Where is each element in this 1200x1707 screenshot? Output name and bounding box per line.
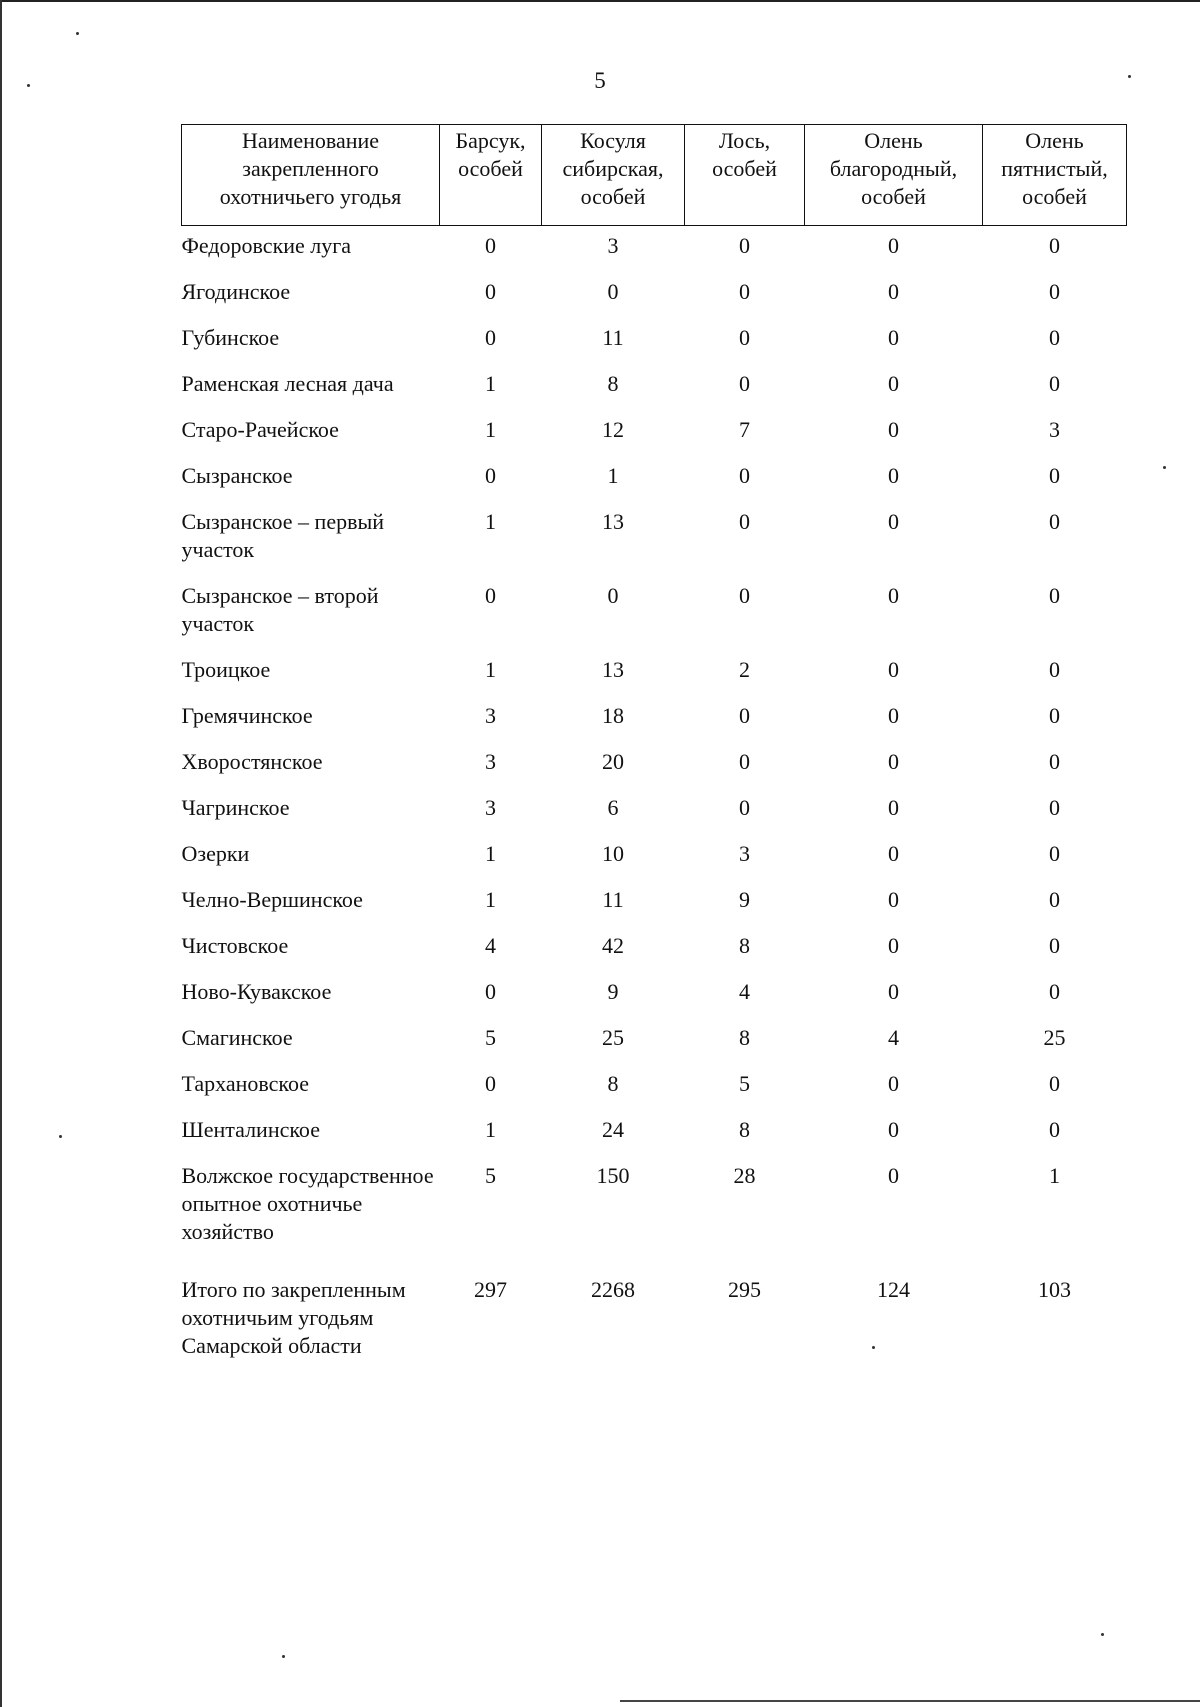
cell-roe-deer-count: 6 [607,795,619,820]
cell-red-deer-count: 0 [888,1071,899,1096]
cell-elk-count: 5 [739,1071,750,1096]
cell-red-deer-count: 0 [888,933,899,958]
cell-elk-count: 2 [739,657,750,682]
cell-red-deer-count: 0 [888,509,899,534]
cell-elk-count: 0 [739,509,750,534]
cell-sika-deer-count: 25 [1043,1025,1066,1050]
cell-roe-deer-count: 13 [602,509,624,534]
cell-red-deer-count: 0 [888,1117,899,1142]
cell-sika-deer-count: 0 [1049,1071,1060,1096]
cell-elk-count: 3 [739,841,750,866]
cell-badger-count: 3 [485,795,496,820]
cell-roe-deer-count: 0 [607,279,619,304]
cell-roe-deer-count: 24 [602,1117,624,1142]
table-row [182,364,1127,410]
cell-roe-deer-count: 42 [602,933,624,958]
scan-speck [1163,466,1166,469]
cell-ground-name: Озерки [181,841,250,866]
table-row [182,456,1127,502]
cell-elk-count: 8 [739,933,750,958]
cell-roe-deer-count: 10 [602,841,624,866]
table-row [182,410,1127,456]
cell-badger-count: 4 [485,933,496,958]
scan-edge-bottom [620,1700,1200,1702]
table-row [182,972,1127,1018]
table-row [182,696,1127,742]
cell-badger-count: 1 [485,841,496,866]
cell-sika-deer-count: 0 [1049,463,1060,488]
cell-badger-count: 1 [485,887,496,912]
total-sika-deer-count: 103 [1038,1277,1071,1302]
cell-ground-name: Чистовское [181,933,289,958]
cell-ground-name: Федоровские луга [181,233,352,258]
table-row [182,1018,1127,1064]
scan-speck [872,1346,875,1349]
cell-elk-count: 0 [739,279,750,304]
cell-badger-count: 5 [485,1025,496,1050]
cell-elk-count: 0 [739,795,750,820]
table-row [182,272,1127,318]
cell-ground-name: Ново-Кувакское [181,979,332,1004]
cell-badger-count: 1 [485,657,496,682]
table-row [182,1156,1127,1258]
cell-roe-deer-count: 18 [602,703,624,728]
cell-sika-deer-count: 3 [1049,417,1060,442]
cell-elk-count: 0 [739,233,750,258]
cell-elk-count: 8 [739,1025,750,1050]
table-row [182,880,1127,926]
scan-edge-left [0,0,2,1707]
cell-ground-name: Сызранское [181,463,293,488]
table-row [182,788,1127,834]
cell-badger-count: 3 [485,749,496,774]
table-row [182,226,1127,273]
cell-roe-deer-count: 12 [602,417,624,442]
cell-ground-name: Смагинское [181,1025,293,1050]
cell-sika-deer-count: 0 [1049,509,1060,534]
table-row [182,926,1127,972]
scan-edge-top [0,0,1200,2]
cell-sika-deer-count: 1 [1049,1163,1060,1188]
table-row [182,576,1127,650]
cell-ground-name: Троицкое [181,657,271,682]
cell-ground-name: Гремячинское [181,703,313,728]
cell-ground-name: Губинское [181,325,280,350]
cell-red-deer-count: 0 [888,1163,899,1188]
cell-roe-deer-count: 150 [596,1163,630,1188]
cell-badger-count: 5 [485,1163,496,1188]
cell-roe-deer-count: 11 [602,325,624,350]
cell-red-deer-count: 0 [888,233,899,258]
cell-red-deer-count: 0 [888,583,899,608]
cell-elk-count: 0 [739,703,750,728]
cell-elk-count: 0 [739,749,750,774]
cell-sika-deer-count: 0 [1049,1117,1060,1142]
cell-sika-deer-count: 0 [1049,887,1060,912]
total-badger-count: 297 [474,1277,507,1302]
cell-roe-deer-count: 11 [602,887,624,912]
total-ground-name: Итого по закрепленным охотничьим угодьям Самарской области [181,1277,406,1358]
cell-ground-name: Сызранское – второй участок [181,583,379,636]
cell-red-deer-count: 0 [888,657,899,682]
scan-speck [1128,75,1131,78]
cell-badger-count: 0 [485,1071,496,1096]
cell-badger-count: 0 [485,979,496,1004]
cell-elk-count: 0 [739,325,750,350]
cell-badger-count: 0 [485,325,496,350]
scan-speck [76,32,79,35]
hunting-grounds-table [181,124,1127,1372]
header-badger: Барсук, особей [440,125,542,226]
cell-badger-count: 1 [485,509,496,534]
cell-roe-deer-count: 1 [607,463,619,488]
cell-sika-deer-count: 0 [1049,703,1060,728]
cell-badger-count: 0 [485,279,496,304]
header-sika-deer: Олень пятнистый, особей [983,125,1127,226]
cell-roe-deer-count: 3 [607,233,619,258]
cell-sika-deer-count: 0 [1049,233,1060,258]
cell-ground-name: Хворостянское [181,749,323,774]
cell-badger-count: 3 [485,703,496,728]
table-total-row [182,1258,1127,1372]
cell-red-deer-count: 0 [888,887,899,912]
cell-red-deer-count: 4 [888,1025,899,1050]
cell-roe-deer-count: 13 [602,657,624,682]
header-ground-name: Наименование закрепленного охотничьего угодья [182,125,440,226]
table-header-row [182,125,1127,226]
cell-ground-name: Ягодинское [181,279,291,304]
scan-speck [27,84,30,87]
cell-red-deer-count: 0 [888,417,899,442]
cell-badger-count: 1 [485,1117,496,1142]
table-row [182,1064,1127,1110]
cell-red-deer-count: 0 [888,463,899,488]
cell-roe-deer-count: 9 [607,979,619,1004]
cell-red-deer-count: 0 [888,749,899,774]
cell-elk-count: 0 [739,371,750,396]
cell-roe-deer-count: 8 [607,371,619,396]
cell-sika-deer-count: 0 [1049,371,1060,396]
cell-badger-count: 1 [485,417,496,442]
header-elk: Лось, особей [685,125,805,226]
cell-roe-deer-count: 25 [602,1025,624,1050]
cell-sika-deer-count: 0 [1049,795,1060,820]
cell-sika-deer-count: 0 [1049,841,1060,866]
cell-badger-count: 0 [485,583,496,608]
cell-red-deer-count: 0 [888,703,899,728]
table-body [182,226,1127,1373]
cell-elk-count: 4 [739,979,750,1004]
page-number: 5 [594,68,606,93]
cell-roe-deer-count: 8 [607,1071,619,1096]
cell-red-deer-count: 0 [888,371,899,396]
cell-red-deer-count: 0 [888,979,899,1004]
cell-sika-deer-count: 0 [1049,979,1060,1004]
total-red-deer-count: 124 [877,1277,910,1302]
cell-elk-count: 8 [739,1117,750,1142]
table-row [182,834,1127,880]
header-red-deer: Олень благородный, особей [805,125,983,226]
scan-speck [59,1135,62,1138]
cell-ground-name: Чагринское [181,795,290,820]
table-row [182,650,1127,696]
total-elk-count: 295 [728,1277,761,1302]
cell-sika-deer-count: 0 [1049,279,1060,304]
table-row [182,318,1127,364]
scan-speck [282,1655,285,1658]
cell-ground-name: Раменская лесная дача [181,371,394,396]
table-row [182,1110,1127,1156]
cell-badger-count: 1 [485,371,496,396]
cell-red-deer-count: 0 [888,325,899,350]
cell-elk-count: 7 [739,417,750,442]
cell-ground-name: Челно-Вершинское [181,887,363,912]
cell-roe-deer-count: 20 [602,749,624,774]
table-row [182,502,1127,576]
table-row [182,742,1127,788]
cell-elk-count: 28 [733,1163,756,1188]
header-roe-deer: Косуля сибирская, особей [542,125,685,226]
cell-sika-deer-count: 0 [1049,749,1060,774]
cell-badger-count: 0 [485,233,496,258]
cell-sika-deer-count: 0 [1049,933,1060,958]
cell-elk-count: 0 [739,583,750,608]
cell-badger-count: 0 [485,463,496,488]
cell-roe-deer-count: 0 [607,583,619,608]
cell-ground-name: Волжское государственное опытное охотничье хозяйство [181,1163,434,1244]
cell-ground-name: Сызранское – первый участок [181,509,385,562]
cell-ground-name: Шенталинское [181,1117,320,1142]
total-roe-deer-count: 2268 [591,1277,635,1302]
cell-red-deer-count: 0 [888,279,899,304]
cell-red-deer-count: 0 [888,795,899,820]
cell-sika-deer-count: 0 [1049,583,1060,608]
cell-elk-count: 9 [739,887,750,912]
cell-elk-count: 0 [739,463,750,488]
cell-red-deer-count: 0 [888,841,899,866]
scan-speck [1101,1633,1104,1636]
cell-sika-deer-count: 0 [1049,325,1060,350]
cell-ground-name: Тархановское [181,1071,310,1096]
cell-sika-deer-count: 0 [1049,657,1060,682]
cell-ground-name: Старо-Рачейское [181,417,339,442]
